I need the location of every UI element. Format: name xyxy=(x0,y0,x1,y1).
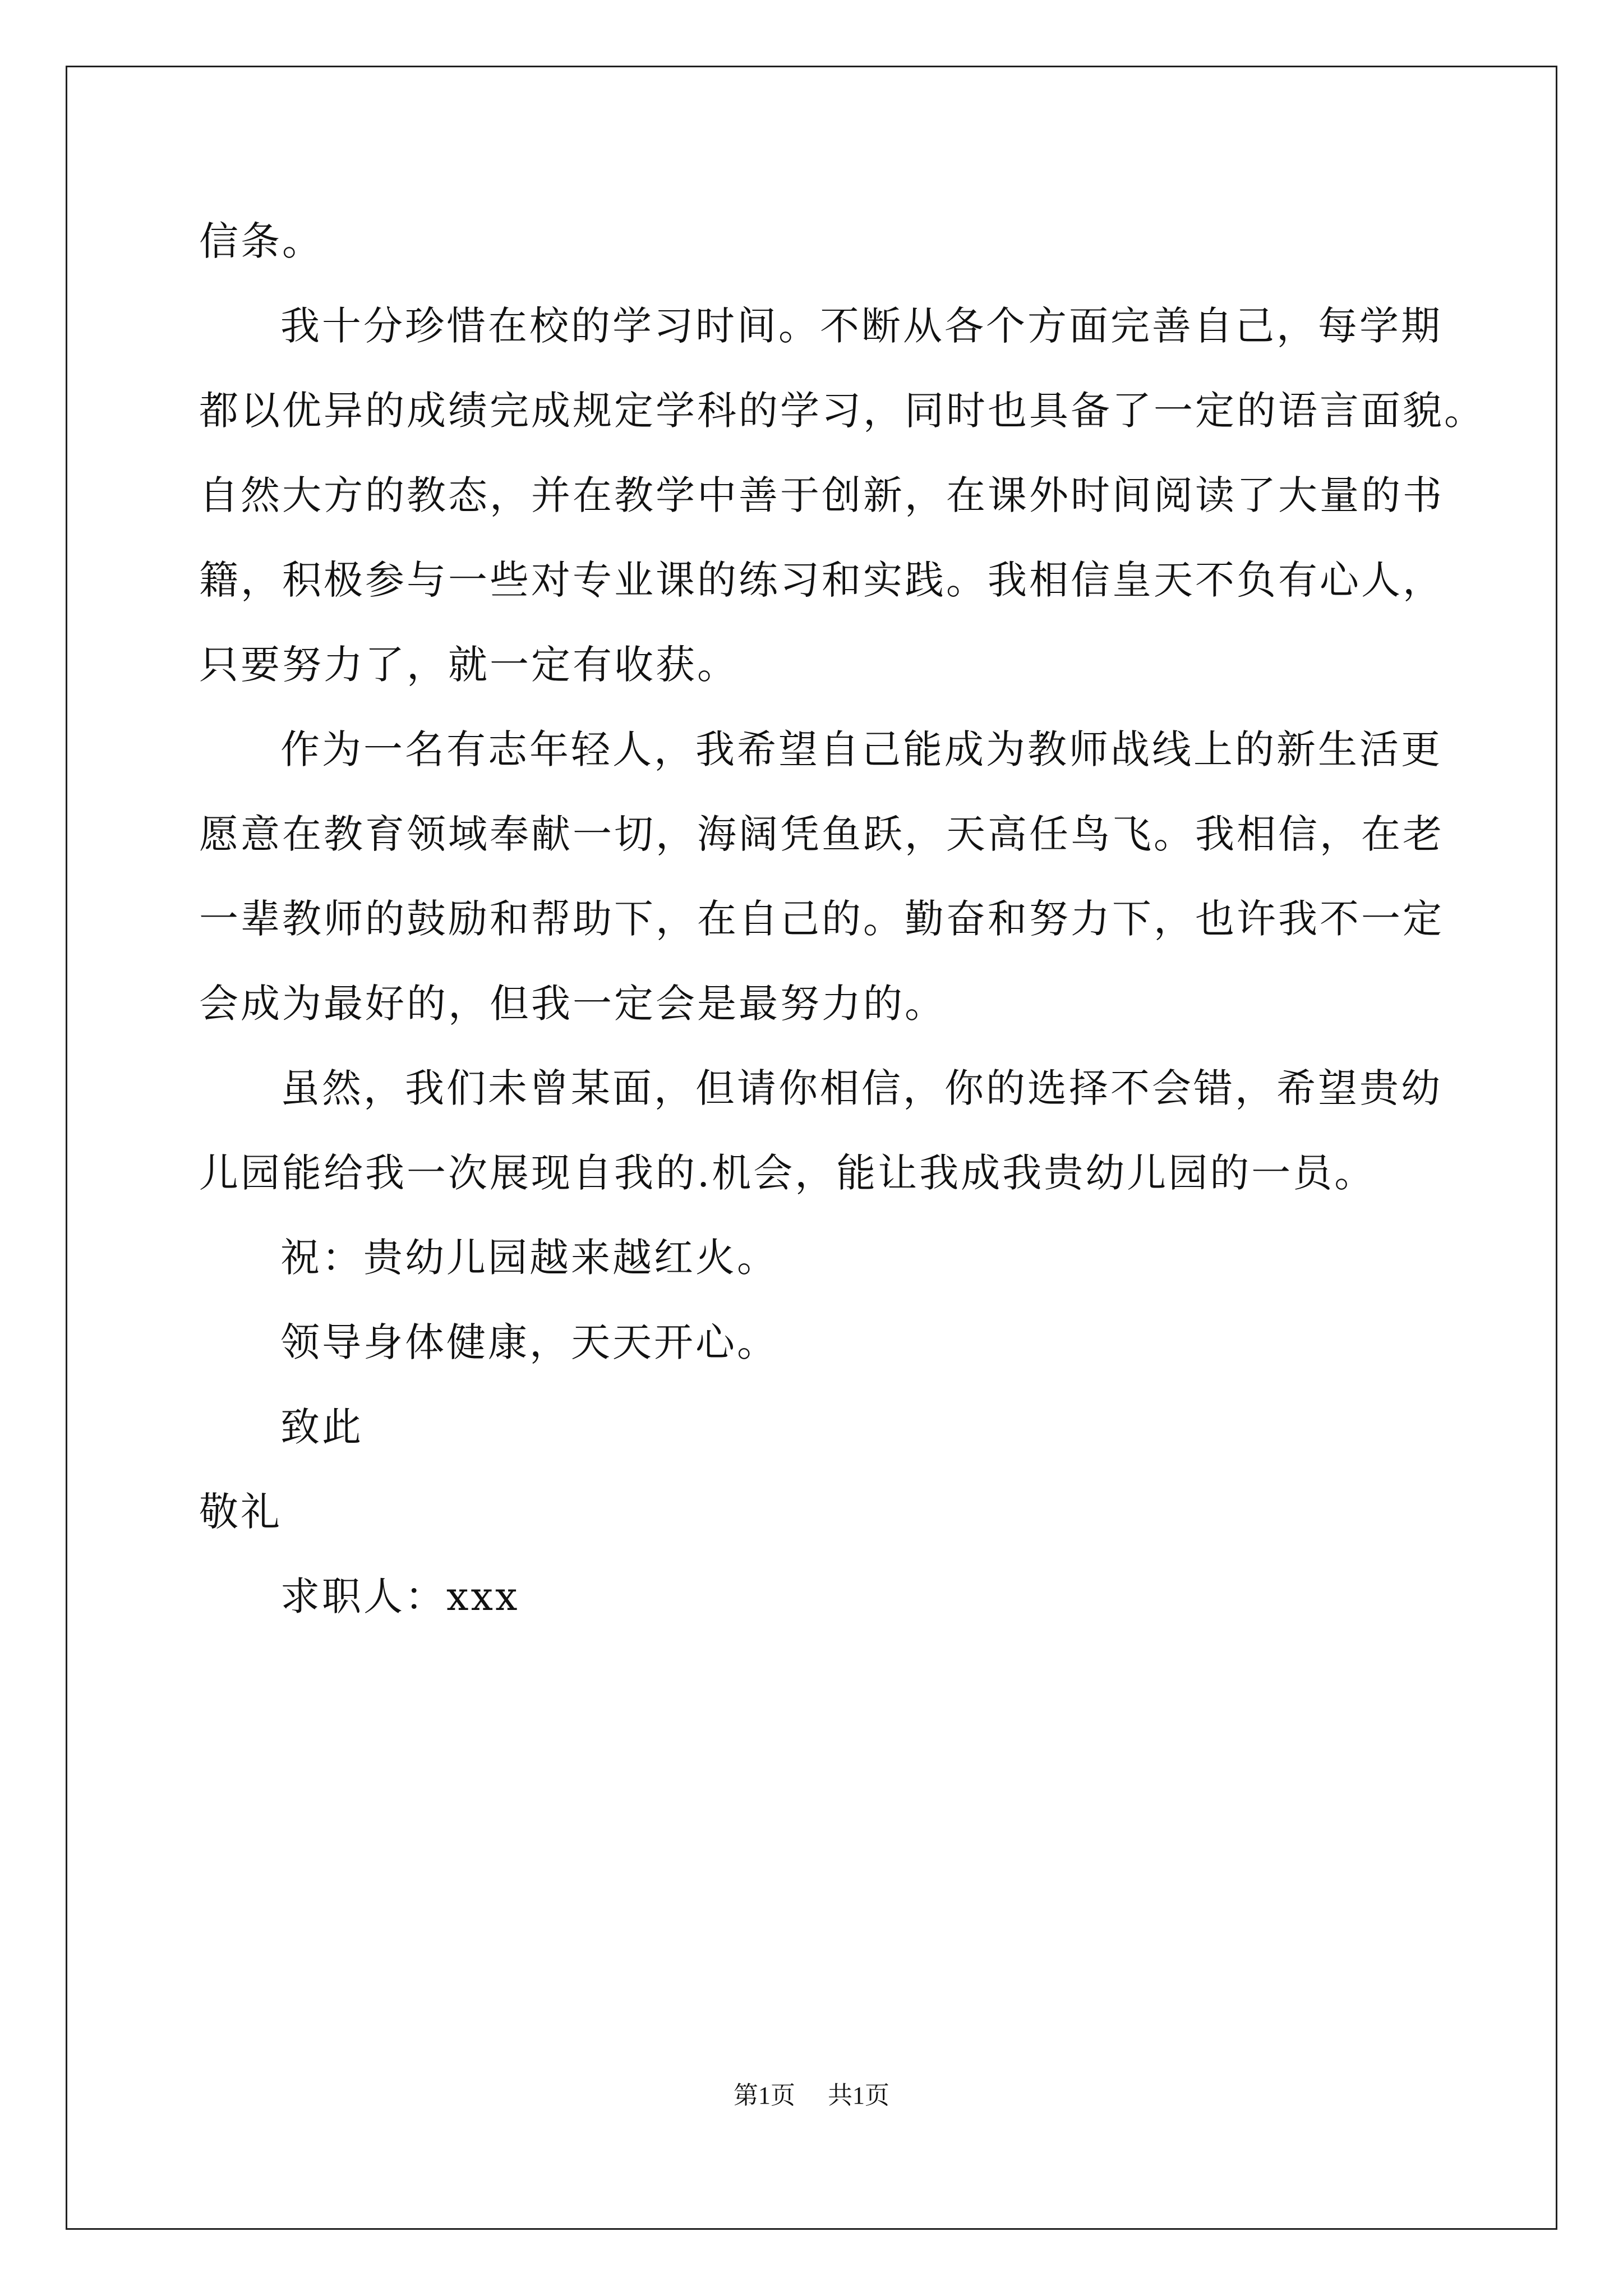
page-number: 第1页 xyxy=(734,2082,795,2109)
text-line: 虽然，我们未曾某面，但请你相信，你的选择不会错，希望贵幼 xyxy=(280,1065,1442,1111)
text-line: 会成为最好的，但我一定会是最努力的。 xyxy=(199,981,946,1027)
greeting-line: 领导身体健康，天天开心。 xyxy=(280,1319,778,1365)
text-line: 都以优异的成绩完成规定学科的学习，同时也具备了一定的语言面貌。 xyxy=(199,388,1486,434)
text-line: 籍，积极参与一些对专业课的练习和实践。我相信皇天不负有心人， xyxy=(199,557,1444,603)
text-line: 只要努力了，就一定有收获。 xyxy=(199,642,739,688)
page-footer xyxy=(0,2083,1623,2108)
text-line: 儿园能给我一次展现自我的.机会，能让我成我贵幼儿园的一员。 xyxy=(199,1150,1376,1196)
text-line: 愿意在教育领域奉献一切，海阔凭鱼跃，天高任鸟飞。我相信，在老 xyxy=(199,811,1444,857)
text-line: 信条。 xyxy=(199,218,324,264)
letter-body xyxy=(199,218,1486,1662)
closing-salutation: 敬礼 xyxy=(199,1489,282,1535)
signature-line: 求职人：xxx xyxy=(280,1573,520,1619)
text-line: 作为一名有志年轻人，我希望自己能成为教师战线上的新生活更 xyxy=(280,726,1442,772)
page-total: 共1页 xyxy=(828,2082,889,2109)
closing-line: 致此 xyxy=(280,1404,363,1450)
text-line: 我十分珍惜在校的学习时间。不断从各个方面完善自己，每学期 xyxy=(280,303,1442,349)
text-line: 一辈教师的鼓励和帮助下，在自己的。勤奋和努力下，也许我不一定 xyxy=(199,896,1444,942)
text-line: 自然大方的教态，并在教学中善于创新，在课外时间阅读了大量的书 xyxy=(199,472,1444,518)
greeting-line: 祝：贵幼儿园越来越红火。 xyxy=(280,1235,778,1281)
